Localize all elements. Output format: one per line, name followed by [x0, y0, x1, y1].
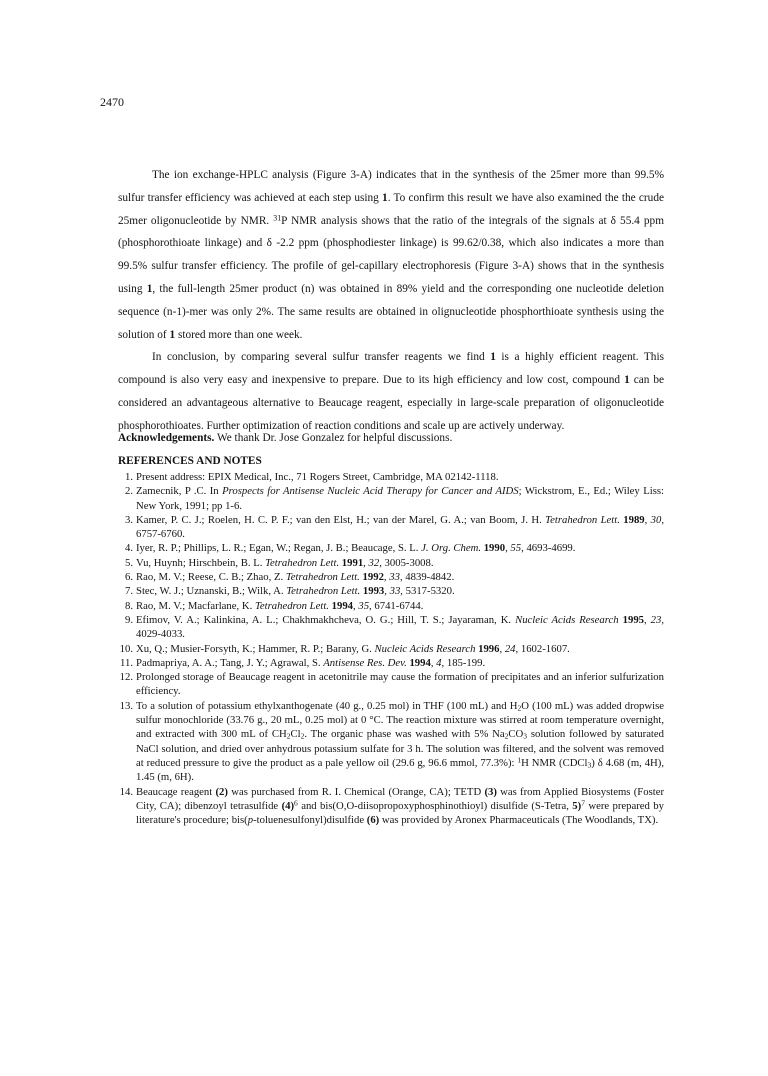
- subscript: 2: [504, 731, 509, 741]
- journal-name: Antisense Res. Dev.: [323, 656, 407, 669]
- text-span: ,: [430, 656, 437, 669]
- text-span: was provided by Aronex Pharmaceuticals (The Woodlands, TX).: [379, 814, 659, 827]
- reference-item: [118, 584, 664, 598]
- reference-item: [118, 642, 664, 656]
- reference-item: [118, 699, 664, 785]
- text-span: H NMR (CDCl: [521, 756, 588, 769]
- superscript: 7: [581, 798, 585, 808]
- journal-volume: 30: [650, 513, 662, 526]
- reference-number: 14.: [119, 785, 133, 798]
- text-span: Beaucage reagent: [136, 785, 216, 798]
- journal-name: Tetrahedron Lett.: [254, 599, 329, 612]
- text-span: can be considered an advantageous alternative to Beaucage reagent, especially in large-scale preparation of oligonucleotide phosphorothioates. Further optimization of reaction conditions and scale up are actively underway.: [118, 374, 664, 432]
- text-span: O (100 mL) was added dropwise sulfur monochloride (33.76 g., 20 mL, 0.25 mol) at 0 °C. The reaction mixture was stirred at room temperature overnight, and extracted with 300 mL of CH: [136, 699, 664, 741]
- text-span: Efimov, V. A.; Kalinkina, A. L.; Chakhmakhcheva, O. G.; Hill, T. S.; Jayaraman, K.: [136, 613, 516, 626]
- reference-number: 10.: [119, 642, 133, 655]
- reference-item: [118, 670, 664, 699]
- journal-year: 1995: [622, 613, 644, 626]
- reference-item: [118, 513, 664, 542]
- journal-year: 1996: [478, 642, 500, 655]
- journal-year: 1994: [409, 656, 431, 669]
- compound-ref: 1: [146, 282, 153, 295]
- reference-number: 5.: [124, 556, 133, 569]
- text-span: , 4839-4842.: [399, 571, 455, 584]
- text-span: , 4693-4699.: [521, 542, 576, 555]
- reference-number: 9.: [124, 613, 133, 626]
- acknowledgements-text: We thank Dr. Jose Gonzalez for helpful discussions.: [214, 432, 453, 444]
- italic-text: p: [247, 814, 254, 827]
- text-span: , 185-199.: [441, 656, 486, 669]
- journal-volume: 55: [510, 542, 522, 555]
- text-span: ; Wickstrom, E., Ed.; Wiley Liss: New York, 1991; pp 1-6.: [136, 485, 664, 512]
- text-span: Prolonged storage of Beaucage reagent in acetonitrile may cause the formation of precipitates and an inferior sulfurization efficiency.: [136, 671, 664, 698]
- journal-volume: 24: [504, 642, 516, 655]
- text-span: , 1602-1607.: [515, 642, 570, 655]
- text-span: To a solution of potassium ethylxanthogenate (40 g., 0.25 mol) in THF (100 mL) and H: [136, 699, 518, 712]
- subscript: 3: [523, 731, 527, 741]
- body-text: [118, 164, 664, 438]
- subscript: 2: [517, 703, 522, 713]
- text-span: ,: [353, 599, 359, 612]
- text-span: , 5317-5320.: [400, 585, 455, 598]
- reference-number: 1.: [124, 471, 133, 483]
- text-span: , 3005-3008.: [379, 556, 434, 569]
- reference-item: [118, 613, 664, 642]
- journal-name: Tetrahedron Lett.: [285, 571, 360, 584]
- journal-year: 1989: [623, 513, 645, 526]
- text-span: Stec, W. J.; Uznanski, B.; Wilk, A.: [136, 585, 287, 598]
- journal-name: Nucleic Acids Research: [374, 642, 476, 655]
- text-span: Present address: EPIX Medical, Inc., 71 Rogers Street, Cambridge, MA 02142-1118.: [136, 471, 499, 483]
- text-span: stored more than one week.: [175, 328, 303, 341]
- text-span: P NMR analysis shows that the ratio of the integrals of the signals at δ 55.4 ppm (phosphorothioate linkage) and δ -2.2 ppm (phosphodiester linkage) is 99.62/0.38, which also indicates a more than 99.5% sulfur transfer efficiency. The profile of gel-capillary electrophoresis (Figure 3-A) shows that in the synthesis using: [118, 214, 664, 295]
- reference-number: 3.: [124, 513, 133, 526]
- reference-number: 8.: [124, 599, 133, 612]
- reference-item: [118, 570, 664, 584]
- text-span: Xu, Q.; Musier-Forsyth, K.; Hammer, R. P.; Barany, G.: [136, 642, 375, 655]
- text-span: Iyer, R. P.; Phillips, L. R.; Egan, W.; Regan, J. B.; Beaucage, S. L.: [136, 542, 422, 555]
- references-list: [118, 470, 664, 827]
- text-span: ,: [644, 613, 651, 626]
- journal-volume: 23: [650, 613, 662, 626]
- results-paragraph: [118, 164, 664, 346]
- references-heading: REFERENCES AND NOTES: [118, 455, 262, 467]
- journal-name: J. Org. Chem.: [421, 542, 482, 555]
- compound-ref: (6): [366, 814, 380, 827]
- journal-volume: 33: [389, 585, 401, 598]
- text-span: . To confirm this result we have also examined the the crude 25mer oligonucleotide by NMR.: [118, 191, 664, 227]
- text-span: Cl: [290, 728, 301, 741]
- text-span: , 4029-4033.: [136, 613, 665, 641]
- text-span: The ion exchange-HPLC analysis (Figure 3-A) indicates that in the synthesis of the 25mer more than 99.5% sulfur transfer efficiency was achieved at each step using: [118, 169, 664, 204]
- text-span: Vu, Huynh; Hirschbein, B. L.: [136, 556, 266, 569]
- text-span: In conclusion, by comparing several sulfur transfer reagents we find: [152, 351, 491, 364]
- reference-item: [118, 785, 664, 828]
- text-span: was from Applied Biosystems (Foster City, CA); dibenzoyl tetrasulfide: [136, 785, 665, 812]
- text-span: was purchased from R. I. Chemical (Orange, CA); TETD: [227, 785, 485, 798]
- journal-volume: 32: [368, 556, 380, 569]
- compound-ref: (3): [484, 785, 497, 798]
- compound-ref: 5): [572, 799, 582, 812]
- compound-ref: 1: [490, 351, 496, 364]
- text-span: Rao, M. V.; Macfarlane, K.: [136, 599, 255, 612]
- book-title: Prospects for Antisense Nucleic Acid Therapy for Cancer and AIDS: [222, 485, 519, 498]
- reference-item: [118, 556, 664, 570]
- journal-volume: 35: [358, 599, 370, 612]
- text-span: ,: [384, 585, 390, 598]
- reference-item: [118, 599, 664, 613]
- text-span: , 6757-6760.: [136, 513, 665, 541]
- journal-name: Tetrahedron Lett.: [265, 556, 340, 569]
- journal-volume: 4: [436, 656, 442, 669]
- journal-year: 1994: [331, 599, 354, 612]
- reference-number: 7.: [124, 585, 133, 598]
- journal-year: 1992: [362, 571, 384, 584]
- text-span: Padmapriya, A. A.; Tang, J. Y.; Agrawal, S.: [136, 656, 324, 669]
- compound-ref: (4): [281, 799, 295, 812]
- reference-item: [118, 541, 664, 555]
- text-span: and bis(O,O-diisopropoxyphosphinothioyl) disulfide (S-Tetra,: [297, 799, 573, 812]
- superscript: 31: [273, 213, 282, 223]
- reference-number: 13.: [119, 699, 133, 712]
- reference-item: [118, 656, 664, 670]
- text-span: CO: [508, 728, 524, 741]
- text-span: ,: [363, 556, 369, 569]
- reference-number: 11.: [120, 656, 133, 669]
- text-span: Kamer, P. C. J.; Roelen, H. C. P. F.; van den Elst, H.; van der Marel, G. A.; van Boom, J. H.: [136, 513, 546, 526]
- journal-volume: 33: [389, 571, 400, 584]
- text-span: ,: [505, 542, 511, 555]
- subscript: 2: [300, 731, 305, 741]
- text-span: -toluenesulfonyl)disulfide: [253, 814, 367, 827]
- text-span: ,: [644, 513, 651, 526]
- conclusion-paragraph: [118, 346, 664, 437]
- page-number: 2470: [100, 95, 124, 109]
- text-span: Zamecnik, P .C. In: [136, 485, 223, 498]
- subscript: 2: [286, 731, 291, 741]
- text-span: ,: [383, 571, 390, 584]
- text-span: solution followed by saturated NaCl solution, and dried over anhydrous potassium sulfate for 3 h. The solution was filtered, and the solvent was removed at reduced pressure to give the product as a pale yellow oil (29.6 g, 96.6 mmol, 77.3%):: [136, 728, 664, 769]
- subscript: 3: [587, 760, 592, 770]
- reference-item: [118, 470, 664, 484]
- journal-name: Tetrahedron Lett.: [545, 513, 620, 526]
- journal-year: 1990: [483, 542, 506, 555]
- reference-number: 12.: [119, 671, 133, 684]
- reference-number: 4.: [124, 542, 133, 555]
- text-span: Rao, M. V.; Reese, C. B.; Zhao, Z.: [136, 571, 286, 584]
- reference-number: 2.: [124, 485, 133, 498]
- superscript: 1: [517, 755, 522, 765]
- text-span: ,: [499, 642, 505, 655]
- reference-item: [118, 484, 664, 513]
- text-span: ) δ 4.68 (m, 4H), 1.45 (m, 6H).: [136, 756, 664, 784]
- compound-ref: 1: [382, 191, 388, 204]
- compound-ref: 1: [169, 328, 176, 341]
- text-span: . The organic phase was washed with 5% Na: [304, 728, 505, 741]
- compound-ref: 1: [624, 374, 630, 387]
- journal-year: 1991: [341, 556, 364, 569]
- text-span: is a highly efficient reagent. This compound is also very easy and inexpensive to prepare. Due to its high efficiency and low cost, compound: [118, 351, 664, 387]
- journal-name: Nucleic Acids Research: [515, 613, 619, 626]
- text-span: were prepared by literature's procedure; bis(: [136, 799, 664, 827]
- compound-ref: (2): [215, 785, 228, 798]
- acknowledgements-label: Acknowledgements.: [118, 432, 215, 444]
- superscript: 6: [294, 798, 298, 808]
- journal-name: Tetrahedron Lett.: [286, 585, 361, 598]
- reference-number: 6.: [124, 571, 133, 584]
- text-span: , the full-length 25mer product (n) was obtained in 89% yield and the corresponding one nucleotide deletion sequence (n-1)-mer was only 2%. The same results are obtained in olignucleotide phosphorthioate synthesis using the solution of: [118, 282, 664, 341]
- text-span: , 6741-6744.: [369, 599, 424, 612]
- journal-year: 1993: [362, 585, 385, 598]
- acknowledgements: [118, 432, 664, 444]
